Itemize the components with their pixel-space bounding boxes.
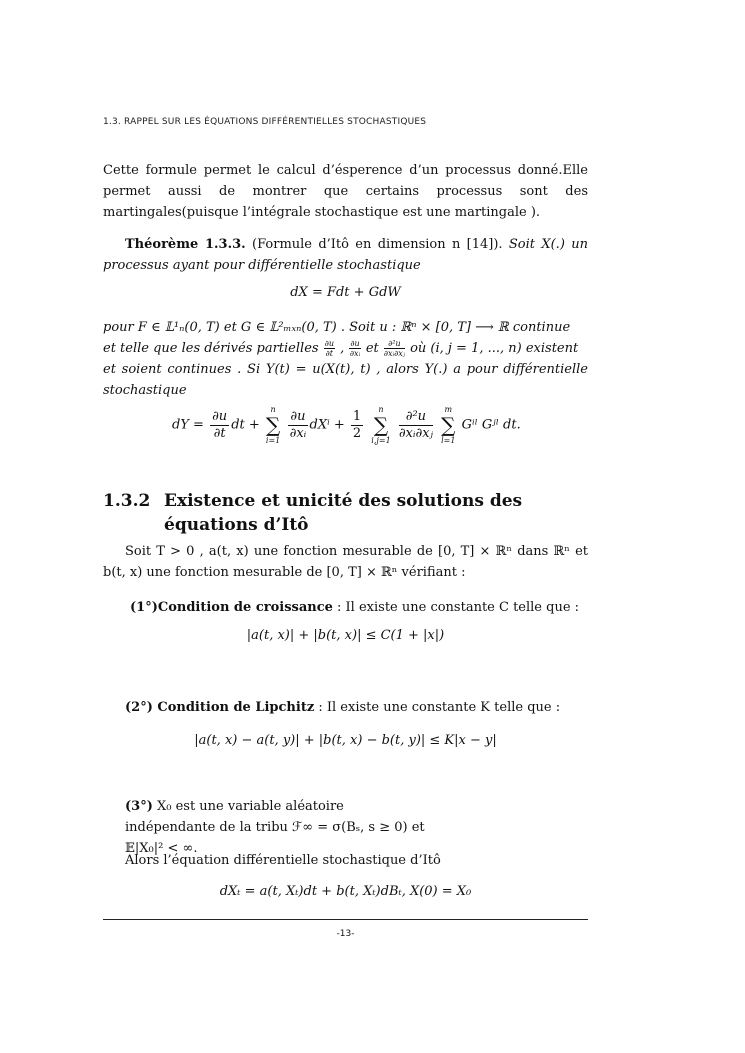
eq2-tail: Gⁱˡ Gʲˡ dt. — [461, 417, 521, 433]
intro-paragraph: Cette formule permet le calcul d’ésperence d’un processus donné.Elle permet aussi de montrer que certains processus sont des martingales(puisque l’intégrale stochastique est une martingale ). — [103, 163, 588, 220]
condition-2-label: (2°) Condition de Lipchitz — [125, 700, 315, 715]
condition-2-text: : Il existe une constante K telle que : — [314, 700, 561, 715]
equation-dx: dX = Fdt + GdW — [290, 285, 401, 300]
sum-l: m ∑ l=1 — [441, 405, 456, 445]
theorem-cond-line3: et soient continues . Si Y(t) = u(X(t), t) , alors Y(.) a pour différentielle stochastique — [103, 362, 588, 398]
footer-rule — [103, 919, 588, 920]
partial-u-t: $\frac{\partial u}{\partial t}$ — [324, 339, 334, 358]
cond-line2-start: et telle que les dérivés partielles — [103, 341, 319, 356]
theorem-cond-line2: et telle que les dérivés partielles $\frac{\partial u}{\partial t}$ , $\frac{\partial u}{\text{∂xᵢ}}$ et $\frac{\text{∂²u}}{\text{∂xᵢ∂xⱼ}}$ où (i, j = 1, ..., n) existent — [103, 339, 579, 358]
sum-ij: n ∑ i,j=1 — [371, 405, 391, 445]
condition-1 — [103, 597, 588, 618]
theorem-block — [103, 234, 588, 276]
eq2-lhs: dY = — [172, 417, 204, 433]
partial-u-xi: $\frac{\partial u}{\text{∂xᵢ}}$ — [349, 339, 361, 358]
section-number: 1.3.2 — [103, 491, 151, 511]
section-paragraph: Soit T > 0 , a(t, x) une fonction mesurable de [0, T] × ℝⁿ dans ℝⁿ et b(t, x) une fonction mesurable de [0, T] × ℝⁿ vérifiant : — [103, 544, 588, 580]
eq2-half: $\frac{1}{2}$ — [352, 408, 362, 441]
theorem-note: (Formule d’Itô en dimension n [14]). — [252, 237, 503, 252]
eq2-du-dt: $\frac{\partial u}{\partial t}$ — [212, 408, 228, 441]
partial2-u-xixj: $\frac{\text{∂²u}}{\text{∂xᵢ∂xⱼ}}$ — [383, 339, 405, 358]
eq2-d2u: $\frac{\text{∂²u}}{\text{∂xᵢ∂xⱼ}}$ — [398, 408, 433, 441]
equation-ito-formula — [172, 404, 521, 446]
section-title: Existence et unicité des solutions des équations d’Itô — [164, 491, 523, 535]
theorem-label: Théorème 1.3.3. — [125, 237, 246, 252]
condition-1-equation: |a(t, x)| + |b(t, x)| ≤ C(1 + |x|) — [246, 628, 445, 643]
eq2-dxi: dXⁱ + — [309, 417, 345, 433]
sum-i: n ∑ i=1 — [265, 405, 281, 445]
condition-3-label: (3°) — [125, 799, 153, 814]
running-head: 1.3. RAPPEL SUR LES ÉQUATIONS DIFFÉRENTIELLES STOCHASTIQUES — [103, 117, 427, 127]
condition-1-text: : Il existe une constante C telle que : — [332, 600, 580, 615]
eq2-du-dxi: $\frac{\partial u}{\text{∂xᵢ}}$ — [289, 408, 307, 441]
final-equation: dXₜ = a(t, Xₜ)dt + b(t, Xₜ)dBₜ, X(0) = X₀ — [219, 884, 472, 899]
theorem-cond-line1: pour F ∈ 𝕃¹ₙ(0, T) et G ∈ 𝕃²ₘₓₙ(0, T) . Soit u : ℝⁿ × [0, T] ⟶ ℝ continue — [103, 320, 571, 335]
condition-2 — [103, 697, 588, 718]
eq2-dt: dt + — [231, 417, 260, 433]
theorem-conditions — [103, 317, 588, 401]
theorem-statement: Soit X(.) un processus ayant pour différentielle stochastique — [103, 237, 588, 273]
page-number: -13- — [336, 929, 355, 939]
cond-line2-end: où (i, j = 1, ..., n) existent — [410, 341, 579, 356]
condition-2-equation: |a(t, x) − a(t, y)| + |b(t, x) − b(t, y)| ≤ K|x − y| — [194, 733, 497, 748]
condition-3-text: X₀ est une variable aléatoire indépendante de la tribu ℱ∞ = σ(Bₛ, s ≥ 0) et 𝔼|X₀|² < ∞. — [125, 799, 425, 856]
conclusion-text: Alors l’équation différentielle stochastique d’Itô — [125, 853, 441, 868]
condition-1-label: (1°)Condition de croissance — [130, 600, 333, 615]
